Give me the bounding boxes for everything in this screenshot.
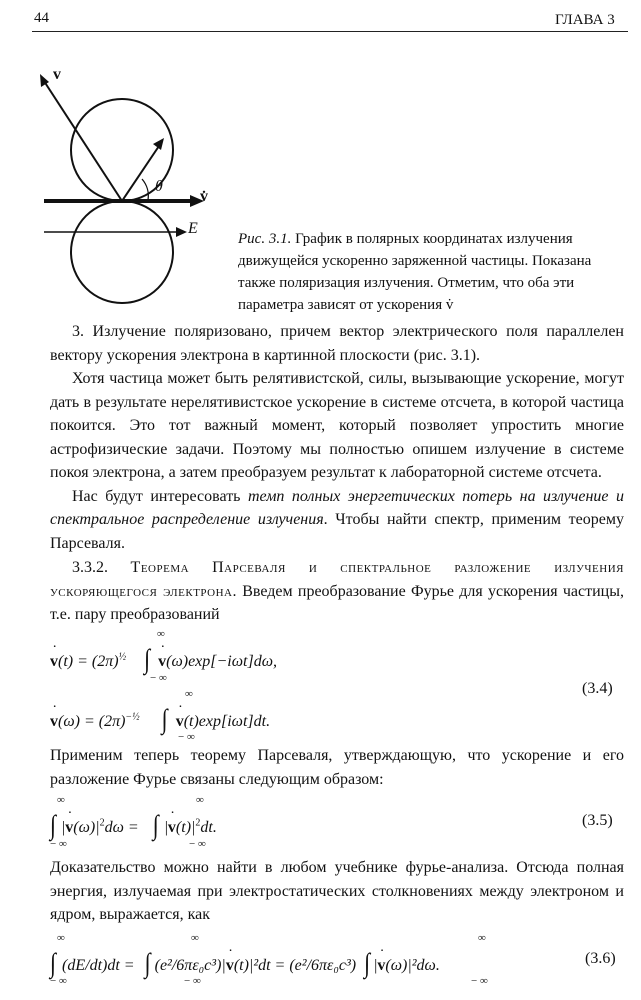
paragraph-1: 3. Излучение поляризовано, причем вектор электрического поля параллелен вектору ускорения электрона в картинной плоскости (рис. 3.1).	[50, 323, 624, 364]
integral-sign: ∫	[144, 946, 151, 978]
limit-upper: ∞	[185, 688, 193, 700]
caption-body: График в полярных координатах излучения движущейся ускоренно заряженной частицы. Показана также поляризация излучения. Отметим, что оба эти параметра зависят от ускорения v̇	[238, 231, 592, 313]
vdot-symbol: ˙ v	[168, 819, 176, 836]
limit-upper: ∞	[196, 794, 204, 806]
abs-bar: |	[62, 819, 66, 836]
vdot-symbol: ˙ v	[226, 957, 234, 974]
section-text: Введем преобразование Фурье для ускорения частицы, т.е. пару преобразований	[50, 582, 624, 623]
eq34b-lhs: (ω) = (2π)	[58, 713, 126, 730]
equation-3-4b	[50, 702, 271, 734]
eq34a-rhs: (ω)exp[−iωt]dω,	[166, 653, 277, 670]
vdot-symbol: ˙ v	[377, 957, 385, 974]
eq34b-exp: −½	[125, 711, 140, 723]
section-3-3-2	[50, 556, 624, 627]
figure-label-E: E	[188, 220, 198, 237]
equation-3-6	[50, 946, 440, 978]
figure-caption	[238, 228, 626, 316]
integral-sign: ∫	[161, 702, 168, 734]
paragraph-3-end: . Чтобы найти спектр, применим теорему Парсеваля.	[50, 511, 624, 552]
integral-sign: ∫	[144, 642, 151, 674]
figure-3-1-polar-plot	[30, 60, 240, 310]
paragraph-3-start: Нас будут интересовать	[72, 487, 248, 505]
section-heading-paragraph	[50, 556, 624, 627]
vdot-symbol: ˙ v	[65, 819, 73, 836]
vdot-symbol: ˙ v	[176, 713, 184, 730]
page-number: 44	[34, 10, 49, 26]
eq34a-lhs: (t) = (2π)	[58, 653, 119, 670]
header-rule	[32, 31, 628, 32]
limit-lower: − ∞	[189, 838, 206, 850]
paragraph-4: Применим теперь теорему Парсеваля, утверждающую, что ускорение и его разложение Фурье связаны следующим образом:	[50, 747, 624, 788]
eq35-e: dt.	[200, 819, 217, 836]
abs-bar: |	[164, 819, 168, 836]
section-title: Теорема Парсеваля и спектральное разложение излучения ускоряющегося электрона.	[50, 559, 625, 600]
limit-lower: − ∞	[50, 838, 67, 850]
paragraph-5: Доказательство можно найти в любом учебнике фурье-анализа. Отсюда полная энергия, излучаемая при электростатических столкновениях между электроном и ядром, выражается, как	[50, 859, 624, 923]
equation-3-4a	[50, 642, 277, 674]
figure-label-vdot: v̇	[200, 188, 208, 205]
equation-number-3-5: (3.5)	[582, 812, 613, 829]
equation-number-3-4: (3.4)	[582, 680, 613, 697]
limit-upper: ∞	[157, 628, 165, 640]
paragraph-4-block	[50, 744, 624, 791]
square: 2	[195, 817, 201, 829]
limit-upper: ∞	[57, 932, 65, 944]
figure-label-v: v	[53, 66, 61, 83]
paragraph-2: Хотя частица может быть релятивистской, силы, вызывающие ускорение, могут дать в результате нерелятивистское ускорение в системе отсчета, в которой частица покоится. Это тот важный момент, который позволяет упростить многие астрофизические задачи. Поэтому мы полностью опишем излучение в системе покоя электрона, а затем преобразуем результат к лабораторной системе отсчета.	[50, 370, 624, 481]
body-text	[50, 320, 624, 555]
limit-lower: − ∞	[184, 975, 201, 987]
eq36-c: (t)|²dt = (e²/6πε₀c³)	[233, 957, 357, 974]
eq36-d: (ω)|²dω.	[385, 957, 440, 974]
eq35-d: (t)|	[175, 819, 196, 836]
eq34a-exp: ½	[118, 651, 127, 663]
integral-sign: ∫	[152, 808, 159, 840]
square: 2	[99, 817, 105, 829]
paragraph-5-block	[50, 856, 624, 927]
abs-bar: |	[374, 957, 378, 974]
vdot-symbol: ˙ v	[158, 653, 166, 670]
equation-number-3-6: (3.6)	[585, 950, 616, 967]
eq35-c: dω =	[104, 819, 139, 836]
limit-lower: − ∞	[150, 672, 167, 684]
paragraph-3	[50, 485, 624, 556]
limit-lower: − ∞	[178, 731, 195, 743]
integral-sign: ∫	[50, 808, 57, 840]
section-number: 3.3.2.	[72, 559, 108, 576]
figure-label-theta: θ	[155, 178, 163, 195]
integral-sign: ∫	[50, 946, 57, 978]
limit-lower: − ∞	[471, 975, 488, 987]
limit-upper: ∞	[57, 794, 65, 806]
chapter-title: ГЛАВА 3	[555, 12, 615, 28]
caption-lead: Рис. 3.1.	[238, 231, 292, 247]
eq36-a: (dE/dt)dt =	[62, 957, 135, 974]
vdot-symbol: ˙ v	[50, 653, 58, 670]
limit-lower: − ∞	[50, 975, 67, 987]
limit-upper: ∞	[191, 932, 199, 944]
vdot-symbol: ˙ v	[50, 713, 58, 730]
eq35-b: (ω)|	[73, 819, 100, 836]
eq34b-rhs: (t)exp[iωt]dt.	[183, 713, 271, 730]
paragraph-3-italic: темп полных энергетических потерь на излучение и спектральное распределение излучения	[50, 487, 624, 528]
integral-sign: ∫	[364, 946, 371, 978]
equation-3-5	[50, 808, 217, 840]
eq36-b: (e²/6πε₀c³)|	[154, 957, 226, 974]
limit-upper: ∞	[478, 932, 486, 944]
